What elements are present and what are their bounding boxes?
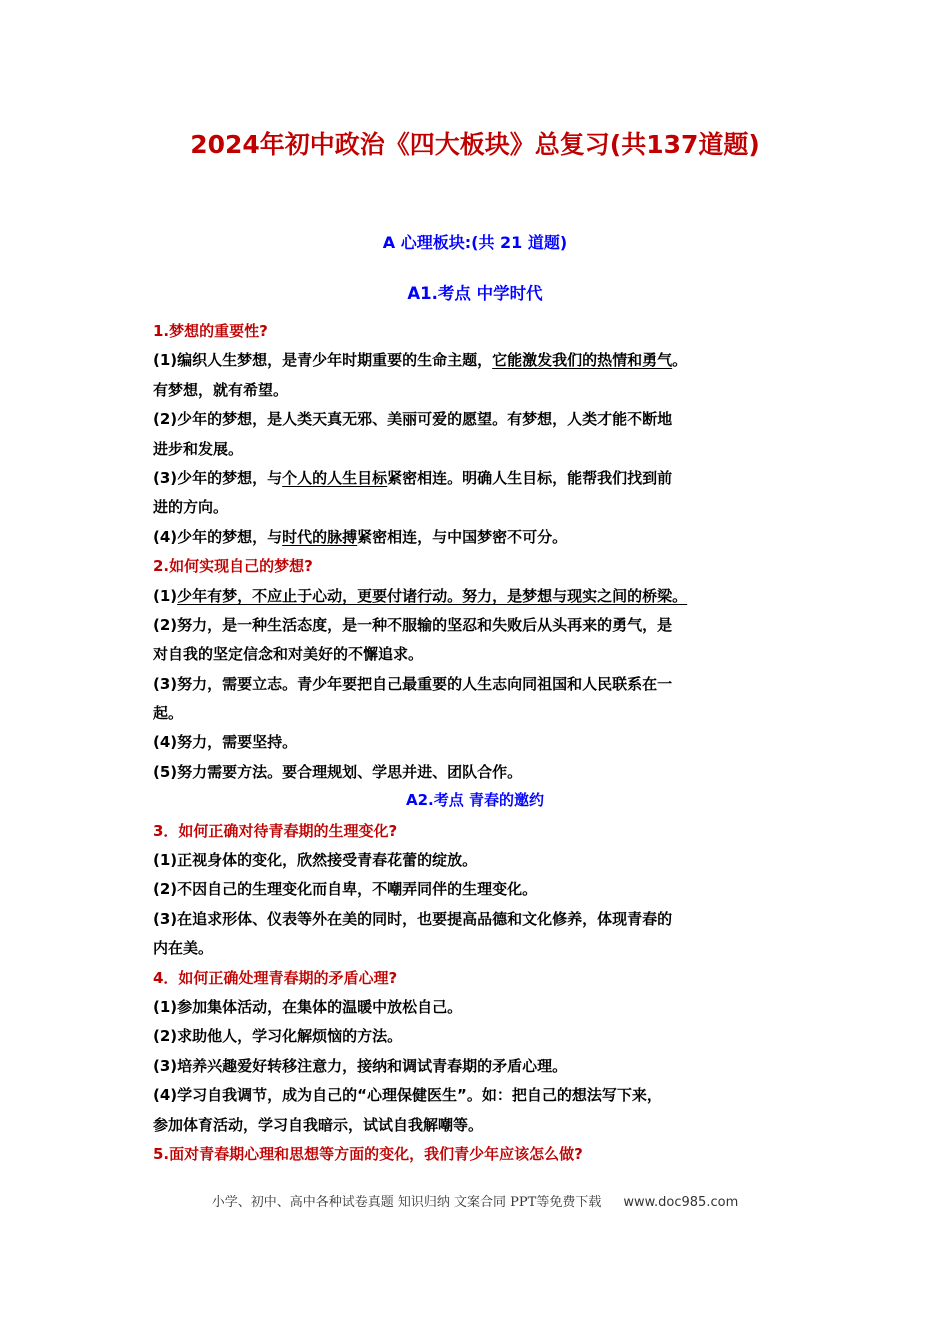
underlined-text: 时代的脉搏 bbox=[282, 527, 358, 546]
answer-line: 参加体育活动，学习自我暗示，试试自我解嘲等。 bbox=[153, 1115, 484, 1134]
answer-line: 内在美。 bbox=[153, 939, 214, 958]
knowledge-point-title-a1: A1.考点 中学时代 bbox=[407, 284, 543, 303]
answer-line: (3)努力，需要立志。青少年要把自己最重要的人生志向同祖国和人民联系在一 bbox=[153, 674, 673, 693]
underlined-text: 个人的人生目标 bbox=[282, 468, 388, 487]
answer-line: (2)少年的梦想，是人类天真无邪、美丽可爱的愿望。有梦想，人类才能不断地 bbox=[153, 410, 673, 429]
answer-line: (2)求助他人，学习化解烦恼的方法。 bbox=[153, 1027, 403, 1046]
answer-line: 进的方向。 bbox=[153, 498, 229, 517]
answer-line: (5)努力需要方法。要合理规划、学思并进、团队合作。 bbox=[153, 762, 523, 781]
underlined-text: 它能激发我们的热情和勇气 bbox=[492, 351, 673, 370]
document-body bbox=[153, 317, 803, 1169]
question-5-title: 5.面对青春期心理和思想等方面的变化，我们青少年应该怎么做? bbox=[153, 1144, 583, 1163]
answer-line: (3)在追求形体、仪表等外在美的同时，也要提高品德和文化修养，体现青春的 bbox=[153, 909, 673, 928]
answer-line: (3)少年的梦想，与个人的人生目标紧密相连。明确人生目标，能帮我们找到前 bbox=[153, 468, 673, 487]
question-2-title: 2.如何实现自己的梦想? bbox=[153, 557, 313, 576]
footer-text: 小学、初中、高中各种试卷真题 知识归纳 文案合同 PPT等免费下载 bbox=[211, 1195, 602, 1210]
document-title: 2024年初中政治《四大板块》总复习(共137道题) bbox=[190, 130, 760, 159]
answer-line: (1)参加集体活动，在集体的温暖中放松自己。 bbox=[153, 997, 463, 1016]
page-footer bbox=[0, 1191, 950, 1210]
footer-link[interactable]: www.doc985.com bbox=[623, 1195, 739, 1210]
answer-line: (3)培养兴趣爱好转移注意力，接纳和调试青春期的矛盾心理。 bbox=[153, 1056, 568, 1075]
answer-line: (4)努力，需要坚持。 bbox=[153, 733, 298, 752]
question-3-title: 3．如何正确对待青春期的生理变化? bbox=[153, 821, 398, 840]
answer-line: (1)正视身体的变化，欣然接受青春花蕾的绽放。 bbox=[153, 851, 478, 870]
answer-line: (2)努力，是一种生活态度，是一种不服输的坚忍和失败后从头再来的勇气，是 bbox=[153, 615, 673, 634]
answer-line: 对自我的坚定信念和对美好的不懈追求。 bbox=[153, 645, 424, 664]
answer-line: (4)学习自我调节，成为自己的“心理保健医生”。如：把自己的想法写下来， bbox=[153, 1086, 662, 1105]
question-4-title: 4．如何正确处理青春期的矛盾心理? bbox=[153, 968, 398, 987]
section-title: A 心理板块:(共 21 道题) bbox=[382, 233, 568, 252]
answer-line: (4)少年的梦想，与时代的脉搏紧密相连，与中国梦密不可分。 bbox=[153, 527, 568, 546]
answer-line: 有梦想，就有希望。 bbox=[153, 380, 289, 399]
knowledge-point-title-a2: A2.考点 青春的邀约 bbox=[406, 791, 544, 809]
answer-line: (1)少年有梦，不应止于心动，更要付诸行动。努力，是梦想与现实之间的桥梁。 bbox=[153, 586, 688, 605]
question-1-title: 1.梦想的重要性? bbox=[153, 322, 268, 340]
answer-line: (1)编织人生梦想，是青少年时期重要的生命主题，它能激发我们的热情和勇气。 bbox=[153, 351, 688, 370]
answer-line: 进步和发展。 bbox=[153, 439, 244, 458]
answer-line: 起。 bbox=[153, 704, 184, 723]
underlined-text: 少年有梦，不应止于心动，更要付诸行动。努力，是梦想与现实之间的桥梁。 bbox=[177, 586, 688, 605]
answer-line: (2)不因自己的生理变化而自卑，不嘲弄同伴的生理变化。 bbox=[153, 880, 538, 899]
